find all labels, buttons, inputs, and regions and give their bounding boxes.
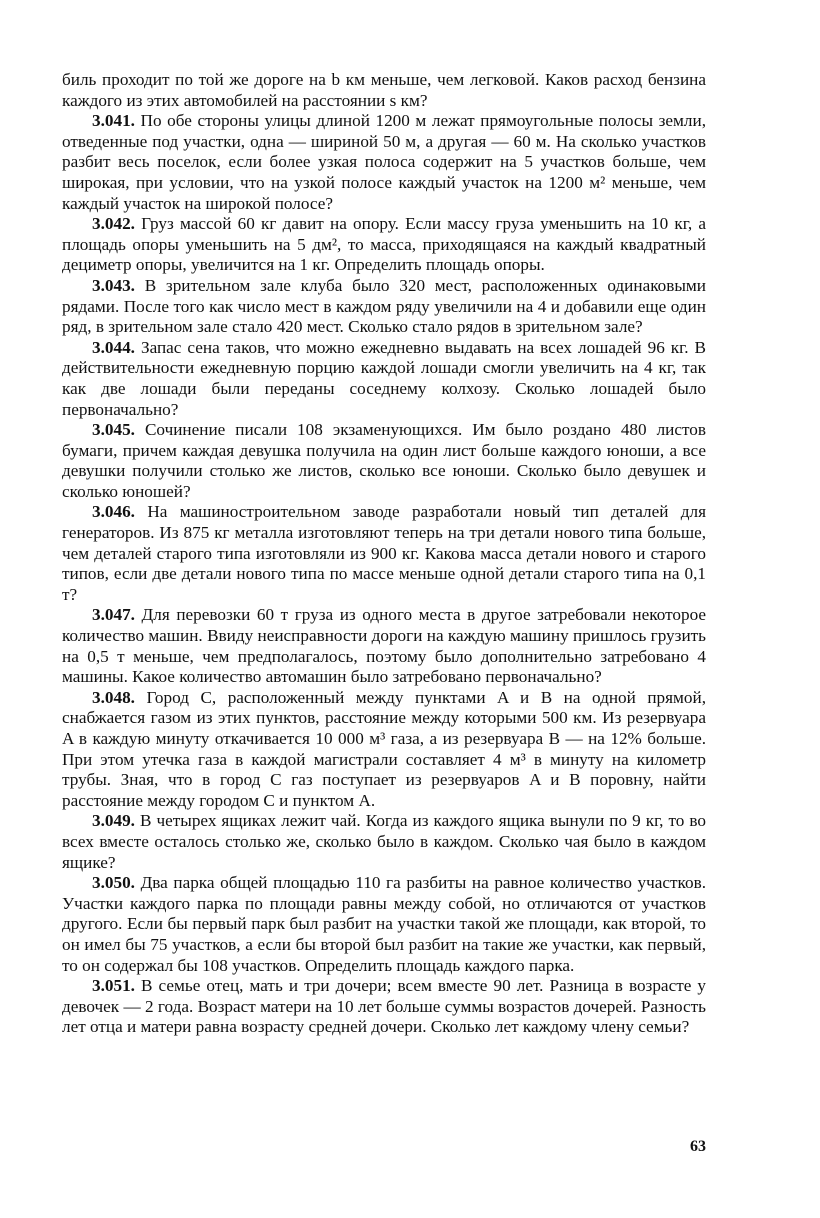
problem-text: Груз массой 60 кг давит на опору. Если массу груза уменьшить на 10 кг, а площадь опоры уменьшить на 5 дм², то масса, приходящаяся на каждый квадратный дециметр опоры, увеличится на 1 кг. Определить площадь опоры. xyxy=(62,214,706,275)
problem-3-051 xyxy=(62,976,706,1038)
problem-text: Запас сена таков, что можно ежедневно выдавать на всех лошадей 96 кг. В действительности ежедневную порцию каждой лошади смогли увеличить на 4 кг, так как две лошади были переданы соседнему колхозу. Сколько лошадей было первоначально? xyxy=(62,337,706,419)
problem-number: 3.043. xyxy=(92,275,135,295)
problem-text: Сочинение писали 108 экзаменующихся. Им было роздано 480 листов бумаги, причем каждая девушка получила на один лист больше каждого юноши, а все девушки получили столько же листов, сколько все юноши. Сколько было девушек и сколько юношей? xyxy=(62,420,706,501)
problem-text: Для перевозки 60 т груза из одного места в другое затребовали некоторое количество машин. Ввиду неисправности дороги на каждую машину пришлось грузить на 0,5 т меньше, чем предполагалось, поэтому было дополнительно затребовано 4 машины. Какое количество автомашин было затребовано первоначально? xyxy=(62,605,707,687)
problem-number: 3.046. xyxy=(92,502,135,522)
problem-number: 3.042. xyxy=(92,214,135,234)
problem-number: 3.050. xyxy=(92,873,135,893)
problem-3-047 xyxy=(62,605,706,687)
problem-number: 3.044. xyxy=(92,337,135,357)
problem-text: В семье отец, мать и три дочери; всем вместе 90 лет. Разница в возрасте у девочек — 2 года. Возраст матери на 10 лет больше суммы возрастов дочерей. Разность лет отца и матери равна возрасту средней дочери. Сколько лет каждому члену семьи? xyxy=(62,976,706,1037)
problem-number: 3.047. xyxy=(92,605,135,625)
problem-text: Два парка общей площадью 110 га разбиты на равное количество участков. Участки каждого парка по площади равны между собой, но отличаются от участков другого. Если бы первый парк был разбит на участки такой же площади, как второй, то он имел бы 75 участков, а если бы второй был разбит на такие же участки, как первый, то он содержал бы 108 участков. Определить площадь каждого парка. xyxy=(62,873,707,975)
intro-paragraph: биль проходит по той же дороге на b км меньше, чем легковой. Каков расход бензина каждого из этих автомобилей на расстоянии s км? xyxy=(62,70,706,110)
problem-number: 3.045. xyxy=(92,420,135,440)
problem-3-043 xyxy=(62,276,706,338)
problem-3-046 xyxy=(62,502,706,605)
problem-number: 3.051. xyxy=(92,976,135,996)
problem-text: В четырех ящиках лежит чай. Когда из каждого ящика вынули по 9 кг, то во всех вместе осталось столько же, сколько было в каждом. Сколько чая было в каждом ящике? xyxy=(62,811,707,872)
problem-3-042 xyxy=(62,214,706,276)
problem-3-050 xyxy=(62,873,706,976)
problem-number: 3.048. xyxy=(92,687,135,707)
problem-3-048 xyxy=(62,688,706,812)
problem-text: Город C, расположенный между пунктами A и B на одной прямой, снабжается газом из этих пунктов, расстояние между которыми 500 км. Из резервуара A в каждую минуту откачивается 10 000 м³ газа, а из резервуара B — на 12% больше. При этом утечка газа в каждой магистрали составляет 4 м³ в минуту на километр трубы. Зная, что в город C газ поступает из резервуаров A и B поровну, найти расстояние между городом C и пунктом A. xyxy=(62,687,707,810)
problem-3-044 xyxy=(62,338,706,420)
problem-number: 3.041. xyxy=(92,111,135,131)
problem-3-041 xyxy=(62,111,706,214)
page-number: 63 xyxy=(690,1138,706,1155)
problem-list xyxy=(62,70,706,1038)
problem-text: В зрительном зале клуба было 320 мест, расположенных одинаковыми рядами. После того как число мест в каждом ряду увеличили на 4 и добавили еще один ряд, в зрительном зале стало 420 мест. Сколько стало рядов в зрительном зале? xyxy=(62,275,707,337)
problem-text: По обе стороны улицы длиной 1200 м лежат прямоугольные полосы земли, отведенные под участки, одна — шириной 50 м, а другая — 60 м. На сколько участков разбит весь поселок, если более узкая полоса содержит на 5 участков больше, чем широкая, при условии, что на узкой полосе каждый участок на 1200 м² меньше, чем каждый участок на широкой полосе? xyxy=(62,111,706,213)
problem-text: На машиностроительном заводе разработали новый тип деталей для генераторов. Из 875 кг металла изготовляют теперь на три детали нового типа больше, чем деталей старого типа изготовляли из 900 кг. Какова масса детали нового и старого типов, если две детали нового типа по массе меньше одной детали старого типа на 0,1 т? xyxy=(62,502,706,604)
problem-3-049 xyxy=(62,811,706,873)
problem-3-045 xyxy=(62,420,706,502)
problem-number: 3.049. xyxy=(92,811,135,831)
